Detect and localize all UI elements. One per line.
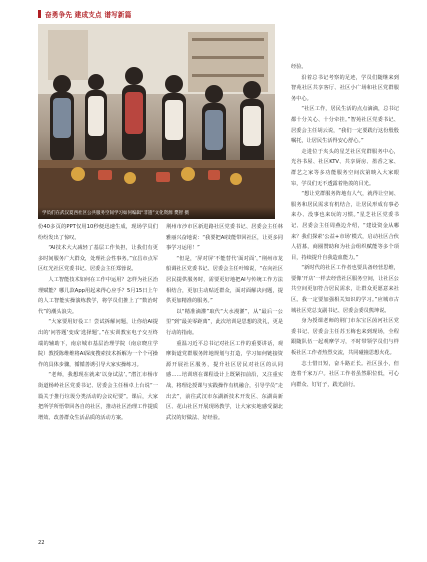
paragraph: 重温习近平总书记对社区工作的重要讲话，观摩街道党群服务阵地规划与打造，学习如何链接资源开展社区服务，提升社区居民对社区的认同感……培训班在课程设计上既紧扣前沿，又注重实战，将理论授课与实践操作有机融合，引导学员“走出去”，前往武汉市东湖新技术开发区、东湖高新区、花山社区开展现场教学，让大家实地感受湖北武汉的好做法、好经验。 <box>166 340 283 421</box>
header-mark <box>38 10 41 18</box>
article-photo <box>38 24 275 219</box>
paragraph: “想让党群服务阵地有人气，就得让空间、服务和居民需求有机结合，让居民形成有事必来办、没事也来玩的习惯。”星芝社区党委书记、居委会主任周燕边介绍，“建设资金从哪来？我们探索‘公益+市场’模式，启动社区合伙人招募，商圈赞助和为社会组织赋能等多个项目，持续提升自我造血能力。” <box>291 191 399 261</box>
paragraph: “大家要用好役工！尝试拆解问题，让你给AI提出的‘问答题’变成‘选择题’。”在实训教室电子交互终端的辅助下，南京城市基层治理学院（南京晓庄学院）教授陈维维将AI深度搜索技术拆解为一个个可操作的具体步骤，循循善诱引导大家实操练习。 <box>38 319 158 368</box>
paragraph: 荆州市沙市区新进路社区党委书记、居委会主任林雅丽兴奋地说：“我要把AI技能带回社区，让更多同事学习运用！” <box>166 224 283 252</box>
paragraph: 走进位于夹头的星芝社区党群服务中心，光谷书屋、社区KTV、共享厨房、墨香之家、群艺之家等多功能服务空间次第映入大家眼帘，学员们无不透露着艳羡的目光。 <box>291 148 399 187</box>
text-column-3 <box>291 62 399 390</box>
header-title: 奋勇争先 建成支点 谱写新篇 <box>45 11 132 19</box>
paragraph: 人工智能技术如何在工作中运用？怎样为社区治理赋能？哪儿款App用起来得心应手？5月15日上午的人工智能实操演练教学，将学员们推上了“数治时代”的潮头浪尖。 <box>38 276 158 315</box>
paragraph: 志士惜日短，奋斗路正长。社区虽小，但连着千家万户。社区工作者虽然职位低，可心向群众、钉钉子，践光前行。 <box>291 360 399 388</box>
paragraph: “新时代的社区工作者也要具备经营思维，要像‘开店’一样去经营社区服务空间，让社区公共空间更加符合居民需求，让群众更愿意来社区。我一定要加强相关知识的学习。”应城市古城社区党总支副书记、居委会委员熊坤说。 <box>291 265 399 314</box>
paragraph: 身为授课老师的荆门市东宝区茵河社区党委书记、居委会主任苏玉梅也来到现场，全程跟随队伍一起观摩学习，不时带领学员们与样板社区工作者热烈交流，共同碰撞思想火花。 <box>291 318 399 357</box>
paragraph: 以“精准滴灌”取代“大水漫灌”，从“最后一公里”到“最美零距离”，此次培训是思想的洗礼，更是行动的指南。 <box>166 308 284 336</box>
photo-caption: 学员们在武汉夏西社区公共服务空间学习如何编辑“非遗”文化资源 樊智 摄 <box>38 207 275 219</box>
page-number: 22 <box>38 540 45 546</box>
paragraph: “老师，我想现在就来‘以身试法’。”潜江市杨市街道杨岭社区党委书记、居委会主任杨卓上台说“一篇关于推行垃圾分类活动的会议纪要”。课后，大家把所学所悟带回各自的社区，推动社区治理工作提质增效、改善群众生活品质的活动方案。 <box>38 372 158 421</box>
text-column-1 <box>38 222 158 423</box>
section-header <box>38 9 132 19</box>
paragraph: 份40多页的PPT仅用10秒便迅速生成，现场学员们纷纷发出了惊叹。 <box>38 224 158 241</box>
paragraph: 沿着总书记考察的足迹，学员们随继来到智苑社区共享客厅、社区小广场和社区党群服务中心。 <box>291 74 399 102</box>
paragraph: 经验。 <box>291 64 307 70</box>
paragraph: “社区工作，居民生活的点点滴滴，总书记都十分关心、十分牵挂。”智苑社区党委书记、居委会主任胡云说，“我们一定要践行这份殷殷嘱托，让居民生活得安心舒心。” <box>291 106 399 145</box>
text-column-2 <box>166 222 283 423</box>
paragraph: “但是，‘屏对屏’不能替代‘面对面’，”荆州市龙船调社区党委书记、居委会主任叶锦说，“在向社区居民提供服务时，需要更好地把AI与传统工作方法相结合，更加主动贴近群众，面对面解决问题，提供更加精准的服务。” <box>166 255 283 305</box>
paragraph: “AI技术大大减轻了基层工作负担，让我们有更多时间服务广大群众，处理社会性事务。”宜昌市点军区红光社区党委书记、居委会主任郑蓉说。 <box>38 245 158 273</box>
training-scene-illustration <box>38 24 275 219</box>
